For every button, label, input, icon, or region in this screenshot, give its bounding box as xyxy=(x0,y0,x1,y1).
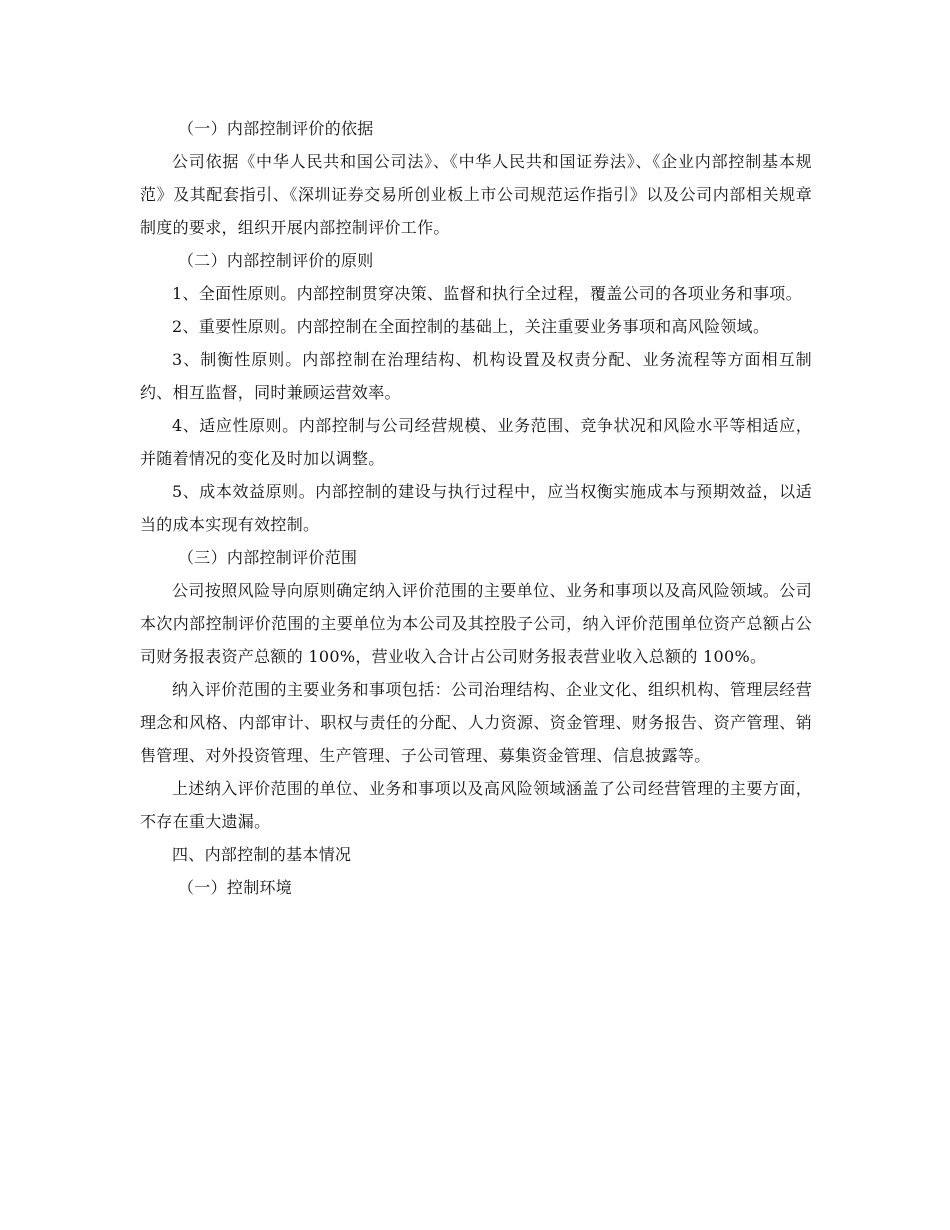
paragraph-principle-adaptability: 4、适应性原则。内部控制与公司经营规模、业务范围、竞争状况和风险水平等相适应，并随着情况的变化及时加以调整。 xyxy=(140,416,812,468)
chapter-heading-basic-situation: 四、内部控制的基本情况 xyxy=(172,845,352,864)
document-body xyxy=(140,112,812,904)
paragraph-scope-coverage: 上述纳入评价范围的单位、业务和事项以及高风险领域涵盖了公司经营管理的主要方面，不存在重大遗漏。 xyxy=(140,779,812,831)
paragraph-basis: 公司依据《中华人民共和国公司法》、《中华人民共和国证券法》、《企业内部控制基本规范》及其配套指引、《深圳证券交易所创业板上市公司规范运作指引》以及公司内部相关规章制度的要求，组织开展内部控制评价工作。 xyxy=(140,152,812,237)
paragraph-scope-business: 纳入评价范围的主要业务和事项包括：公司治理结构、企业文化、组织机构、管理层经营理念和风格、内部审计、职权与责任的分配、人力资源、资金管理、财务报告、资产管理、销售管理、对外投资管理、生产管理、子公司管理、募集资金管理、信息披露等。 xyxy=(140,680,812,765)
paragraph-principle-comprehensive: 1、全面性原则。内部控制贯穿决策、监督和执行全过程，覆盖公司的各项业务和事项。 xyxy=(172,284,802,303)
paragraph-principle-cost-benefit: 5、成本效益原则。内部控制的建设与执行过程中，应当权衡实施成本与预期效益，以适当的成本实现有效控制。 xyxy=(140,482,812,534)
paragraph-principle-checks: 3、制衡性原则。内部控制在治理结构、机构设置及权责分配、业务流程等方面相互制约、相互监督，同时兼顾运营效率。 xyxy=(140,350,812,402)
paragraph-principle-importance: 2、重要性原则。内部控制在全面控制的基础上，关注重要业务事项和高风险领域。 xyxy=(172,317,770,336)
section-heading-principles: （二）内部控制评价的原则 xyxy=(178,251,374,270)
section-heading-scope: （三）内部控制评价范围 xyxy=(178,548,358,567)
section-heading-control-environment: （一）控制环境 xyxy=(178,878,293,897)
section-heading-basis: （一）内部控制评价的依据 xyxy=(178,119,374,138)
paragraph-scope-units: 公司按照风险导向原则确定纳入评价范围的主要单位、业务和事项以及高风险领域。公司本次内部控制评价范围的主要单位为本公司及其控股子公司，纳入评价范围单位资产总额占公司财务报表资产总额的 100%，营业收入合计占公司财务报表营业收入总额的 100%。 xyxy=(140,581,812,666)
